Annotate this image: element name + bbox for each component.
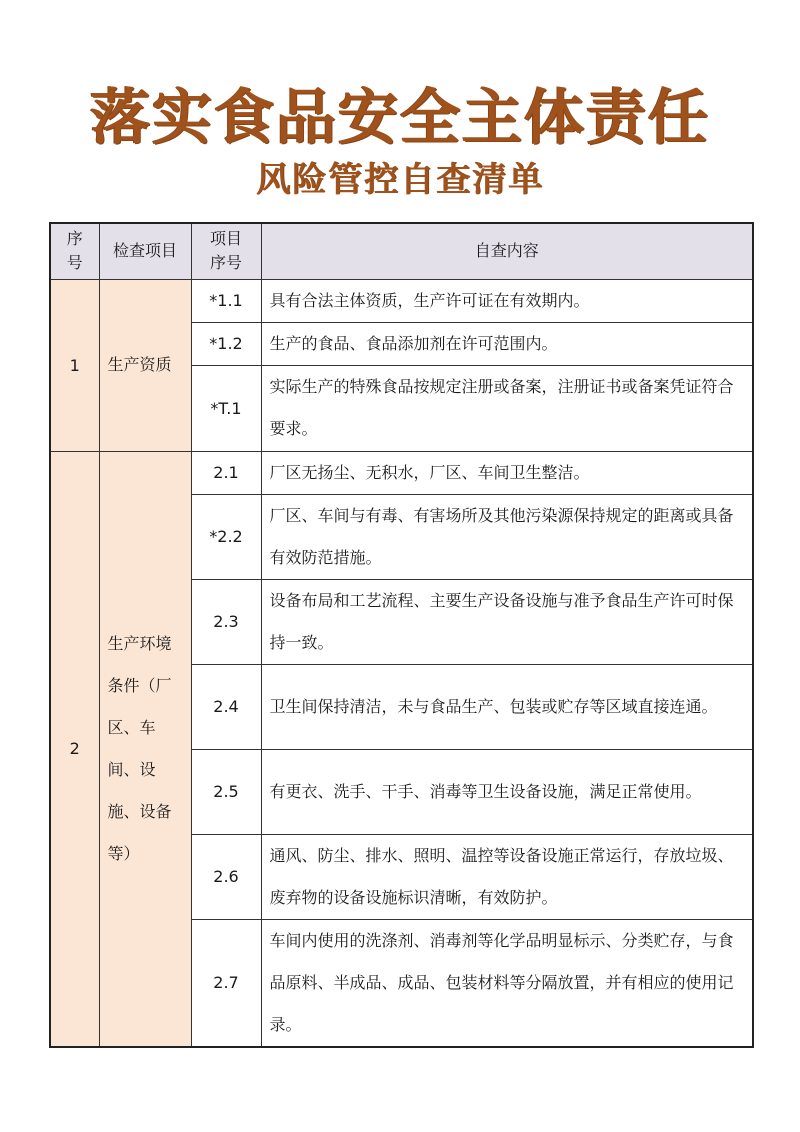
item-code: 2.6 (191, 834, 261, 919)
item-code: *1.2 (191, 322, 261, 365)
item-content: 生产的食品、食品添加剂在许可范围内。 (261, 322, 753, 365)
item-code: 2.5 (191, 749, 261, 834)
item-content: 实际生产的特殊食品按规定注册或备案，注册证书或备案凭证符合要求。 (261, 365, 753, 451)
item-content: 厂区无扬尘、无积水，厂区、车间卫生整洁。 (261, 451, 753, 494)
section-category: 生产环境条件（厂区、车间、设施、设备等） (99, 451, 191, 1047)
header-content: 自查内容 (261, 223, 753, 279)
item-content: 有更衣、洗手、干手、消毒等卫生设备设施，满足正常使用。 (261, 749, 753, 834)
document-subtitle: 风险管控自查清单 (256, 160, 544, 200)
item-content: 卫生间保持清洁，未与食品生产、包装或贮存等区域直接连通。 (261, 664, 753, 749)
item-code: 2.4 (191, 664, 261, 749)
table-header-row (50, 223, 753, 279)
item-code: *1.1 (191, 279, 261, 322)
item-content: 具有合法主体资质，生产许可证在有效期内。 (261, 279, 753, 322)
header-item-seq: 项目序号 (191, 223, 261, 279)
item-code: *T.1 (191, 365, 261, 451)
item-code: 2.7 (191, 919, 261, 1047)
item-content: 厂区、车间与有毒、有害场所及其他污染源保持规定的距离或具备有效防范措施。 (261, 494, 753, 579)
item-code: *2.2 (191, 494, 261, 579)
item-code: 2.3 (191, 579, 261, 664)
table-row (50, 451, 753, 494)
document-title: 落实食品安全主体责任 (90, 83, 710, 153)
section-seq: 1 (50, 279, 99, 451)
self-check-table (49, 222, 754, 1048)
table-row (50, 279, 753, 322)
section-seq: 2 (50, 451, 99, 1047)
item-content: 设备布局和工艺流程、主要生产设备设施与准予食品生产许可时保持一致。 (261, 579, 753, 664)
header-check-item: 检查项目 (99, 223, 191, 279)
item-content: 车间内使用的洗涤剂、消毒剂等化学品明显标示、分类贮存，与食品原料、半成品、成品、包装材料等分隔放置，并有相应的使用记录。 (261, 919, 753, 1047)
item-content: 通风、防尘、排水、照明、温控等设备设施正常运行，存放垃圾、废弃物的设备设施标识清晰，有效防护。 (261, 834, 753, 919)
section-category: 生产资质 (99, 279, 191, 451)
header-seq: 序号 (50, 223, 99, 279)
item-code: 2.1 (191, 451, 261, 494)
